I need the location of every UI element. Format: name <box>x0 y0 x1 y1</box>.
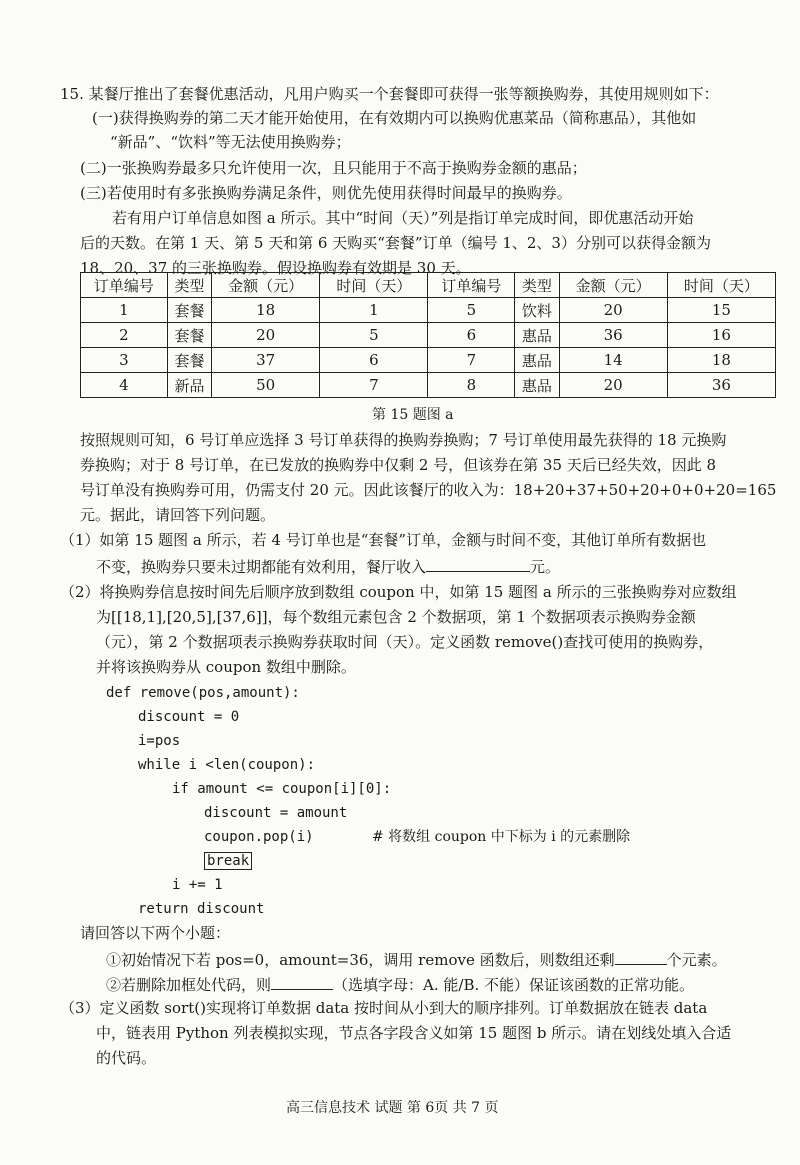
table-cell: 14 <box>559 348 667 373</box>
q1-text-b: 元。 <box>530 558 561 576</box>
table-row <box>81 373 776 398</box>
q2-sub-1-text-a: ①初始情况下若 pos=0，amount=36，调用 remove 函数后，则数组还剩 <box>106 951 615 969</box>
q2-sub-2 <box>106 973 694 995</box>
question-intro: 15. 某餐厅推出了套餐优惠活动，凡用户购买一个套餐即可获得一张等额换购券，其使用规则如下： <box>60 85 719 103</box>
table-cell: 5 <box>320 323 428 348</box>
table-cell: 1 <box>81 298 168 323</box>
q3-line-1: （3）定义函数 sort()实现将订单数据 data 按时间从小到大的顺序排列。订单数据放在链表 data <box>60 999 708 1017</box>
q3-line-2: 中，链表用 Python 列表模拟实现，节点各字段含义如第 15 题图 b 所示。请在划线处填入合适 <box>96 1024 732 1042</box>
table-cell: 16 <box>667 323 775 348</box>
table-cell: 新品 <box>167 373 211 398</box>
table-cell: 2 <box>81 323 168 348</box>
table-cell: 套餐 <box>167 323 211 348</box>
table-cell: 8 <box>428 373 515 398</box>
table-cell: 套餐 <box>167 298 211 323</box>
rule-2: (二)一张换购券最多只允许使用一次，且只能用于不高于换购券金额的惠品； <box>80 159 587 177</box>
q3-line-3: 的代码。 <box>96 1049 157 1067</box>
table-cell: 18 <box>667 348 775 373</box>
table-cell: 36 <box>559 323 667 348</box>
header-cell: 时间（天） <box>320 273 428 298</box>
table-cell: 20 <box>559 373 667 398</box>
q1-line-1: （1）如第 15 题图 a 所示，若 4 号订单也是“套餐”订单，金额与时间不变，其他订单所有数据也 <box>60 531 707 549</box>
table-cell: 1 <box>320 298 428 323</box>
page-footer: 高三信息技术 试题 第 6页 共 7 页 <box>286 1100 499 1116</box>
desc-line-3: 18、20、37 的三张换购券。假设换购券有效期是 30 天。 <box>80 259 471 277</box>
table-cell: 套餐 <box>167 348 211 373</box>
table-cell: 惠品 <box>515 348 559 373</box>
code-line: i=pos <box>138 733 181 749</box>
q2-line-3: （元），第 2 个数据项表示换购券获取时间（天）。定义函数 remove()查找可使用的换购券， <box>96 633 714 651</box>
table-cell: 5 <box>428 298 515 323</box>
code-line: discount = amount <box>204 805 348 821</box>
code-line: i += 1 <box>172 877 223 893</box>
table-row <box>81 323 776 348</box>
table-cell: 惠品 <box>515 323 559 348</box>
table-header-row <box>81 273 776 298</box>
code-line: return discount <box>138 901 265 917</box>
table-cell: 15 <box>667 298 775 323</box>
table-cell: 3 <box>81 348 168 373</box>
rule-3: (三)若使用时有多张换购券满足条件，则优先使用获得时间最早的换购券。 <box>80 184 572 202</box>
q2-sub-2-text-a: ②若删除加框处代码，则 <box>106 976 272 994</box>
code-line-boxed <box>204 851 252 871</box>
q2-sub-intro: 请回答以下两个小题： <box>80 924 231 942</box>
header-cell: 时间（天） <box>667 273 775 298</box>
rule-1b: “新品”、“饮料”等无法使用换购券； <box>110 133 351 151</box>
code-line: while i <len(coupon): <box>138 757 316 773</box>
q2-sub-1-text-b: 个元素。 <box>666 951 727 969</box>
code-line: coupon.pop(i) <box>204 829 314 845</box>
q2-line-2: 为[[18,1],[20,5],[37,6]]，每个数组元素包含 2 个数据项，第 1 个数据项表示换购券金额 <box>96 608 696 626</box>
table-cell: 37 <box>212 348 320 373</box>
table-cell: 36 <box>667 373 775 398</box>
header-cell: 订单编号 <box>81 273 168 298</box>
code-line: if amount <= coupon[i][0]: <box>172 781 392 797</box>
table-cell: 20 <box>559 298 667 323</box>
table-cell: 20 <box>212 323 320 348</box>
order-table <box>80 272 776 398</box>
explain-line-1: 按照规则可知，6 号订单应选择 3 号订单获得的换购券换购；7 号订单使用最先获得的 18 元换购 <box>80 431 727 449</box>
explain-line-2: 券换购；对于 8 号订单，在已发放的换购券中仅剩 2 号，但该券在第 35 天后已经失效，因此 8 <box>80 456 717 474</box>
q2-sub-1-blank[interactable] <box>615 948 667 965</box>
code-comment: # 将数组 coupon 中下标为 i 的元素删除 <box>372 829 631 845</box>
header-cell: 类型 <box>515 273 559 298</box>
table-cell: 18 <box>212 298 320 323</box>
q1-answer-blank[interactable] <box>426 555 530 572</box>
boxed-break-code: break <box>204 852 252 870</box>
desc-line-2: 后的天数。在第 1 天、第 5 天和第 6 天购买“套餐”订单（编号 1、2、3）分别可以获得金额为 <box>80 234 711 252</box>
table-cell: 饮料 <box>515 298 559 323</box>
header-cell: 金额（元） <box>559 273 667 298</box>
code-line: def remove(pos,amount): <box>106 685 300 701</box>
table-cell: 6 <box>428 323 515 348</box>
q2-sub-2-text-b: （选填字母：A. 能/B. 不能）保证该函数的正常功能。 <box>333 976 694 994</box>
table-cell: 50 <box>212 373 320 398</box>
header-cell: 订单编号 <box>428 273 515 298</box>
table-cell: 7 <box>320 373 428 398</box>
table-row <box>81 298 776 323</box>
q1-text-a: 不变，换购券只要未过期都能有效利用，餐厅收入 <box>96 558 427 576</box>
explain-line-4: 元。据此，请回答下列问题。 <box>80 506 276 524</box>
table-cell: 4 <box>81 373 168 398</box>
table-cell: 6 <box>320 348 428 373</box>
q1-line-2 <box>96 555 560 577</box>
q2-line-4: 并将该换购券从 coupon 数组中删除。 <box>96 658 356 676</box>
table-cell: 7 <box>428 348 515 373</box>
table-row <box>81 348 776 373</box>
code-line: discount = 0 <box>138 709 240 725</box>
explain-line-3: 号订单没有换购券可用，仍需支付 20 元。因此该餐厅的收入为：18+20+37+50+20+0+0+20=165 <box>80 481 777 499</box>
q2-sub-1 <box>106 948 727 970</box>
rule-1a: (一)获得换购券的第二天才能开始使用，在有效期内可以换购优惠菜品（简称惠品），其他如 <box>92 109 697 127</box>
q2-sub-2-blank[interactable] <box>271 973 333 990</box>
desc-line-1: 若有用户订单信息如图 a 所示。其中“时间（天）”列是指订单完成时间，即优惠活动开始 <box>112 209 694 227</box>
header-cell: 金额（元） <box>212 273 320 298</box>
table-cell: 惠品 <box>515 373 559 398</box>
table-caption: 第 15 题图 a <box>372 407 454 423</box>
header-cell: 类型 <box>167 273 211 298</box>
q2-line-1: （2）将换购券信息按时间先后顺序放到数组 coupon 中，如第 15 题图 a 所示的三张换购券对应数组 <box>60 583 737 601</box>
